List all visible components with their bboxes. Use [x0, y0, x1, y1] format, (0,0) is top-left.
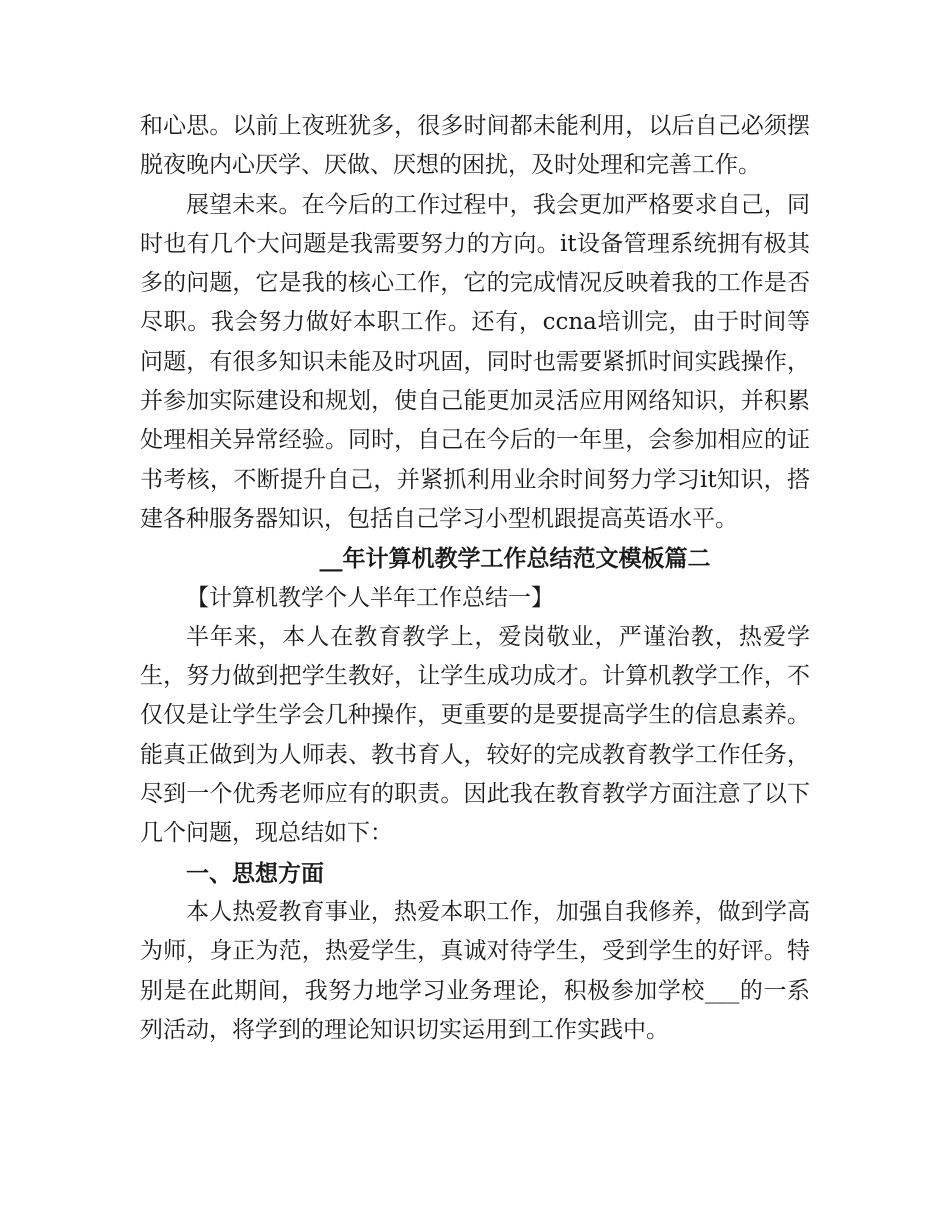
paragraph-half-year-summary: 半年来，本人在教育教学上，爱岗敬业，严谨治教，热爱学生，努力做到把学生教好，让学生成功成才。计算机教学工作，不仅仅是让学生学会几种操作，更重要的是要提高学生的信息素养。能真正做到为人师表、教书育人，较好的完成教育教学工作任务，尽到一个优秀老师应有的职责。因此我在教育教学方面注意了以下几个问题，现总结如下：: [140, 623, 810, 847]
paragraph-outlook: 展望未来。在今后的工作过程中，我会更加严格要求自己，同时也有几个大问题是我需要努力的方向。it设备管理系统拥有极其多的问题，它是我的核心工作，它的完成情况反映着我的工作是否尽职。我会努力做好本职工作。还有，ccna培训完，由于时间等问题，有很多知识未能及时巩固，同时也需要紧抓时间实践操作，并参加实际建设和规划，使自己能更加灵活应用网络知识，并积累处理相关异常经验。同时，自己在今后的一年里，会参加相应的证书考核，不断提升自己，并紧抓利用业余时间努力学习it知识，搭建各种服务器知识，包括自己学习小型机跟提高英语水平。: [140, 191, 810, 532]
paragraph-ideology: 本人热爱教育事业，热爱本职工作，加强自我修养，做到学高为师，身正为范，热爱学生，真诚对待学生，受到学生的好评。特别是在此期间，我努力地学习业务理论，积极参加学校___的一系列活动，将学到的理论知识切实运用到工作实践中。: [140, 898, 810, 1043]
sub-heading-ideology: 一、思想方面: [186, 859, 324, 887]
section-title: __年计算机教学工作总结范文模板篇二: [319, 545, 711, 573]
paragraph-continuation: 和心思。以前上夜班犹多，很多时间都未能利用，以后自己必须摆脱夜晚内心厌学、厌做、厌想的困扰，及时处理和完善工作。: [140, 113, 810, 179]
bracket-title: 【计算机教学个人半年工作总结一】: [186, 584, 554, 611]
document-body: [140, 107, 810, 1050]
